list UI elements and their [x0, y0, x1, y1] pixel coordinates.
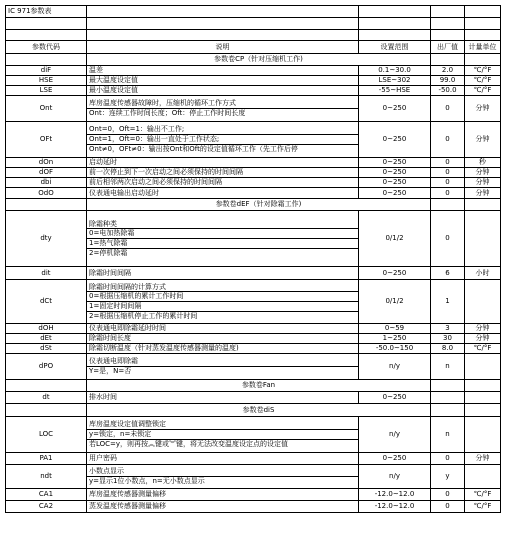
header-range: 设置范围 — [359, 41, 431, 54]
param-unit: 分钟 — [465, 96, 501, 122]
param-default: 0 — [431, 501, 465, 513]
param-range: 0~250 — [359, 168, 431, 178]
param-code: dEt — [6, 334, 87, 344]
param-unit: 小时 — [465, 267, 501, 280]
param-description — [87, 324, 359, 334]
param-unit — [465, 417, 501, 453]
param-code: dSt — [6, 344, 87, 354]
param-row — [6, 188, 501, 199]
param-description — [87, 178, 359, 188]
param-code: dit — [6, 267, 87, 280]
description-line: 除霜时间长度 — [89, 334, 131, 343]
description-line: 库房温度传感器测量偏移 — [89, 490, 166, 499]
param-description — [87, 417, 359, 453]
param-row — [6, 501, 501, 513]
param-code: dt — [6, 392, 87, 404]
param-unit — [465, 392, 501, 404]
param-range: n/y — [359, 465, 431, 489]
param-row — [6, 334, 501, 344]
param-description — [87, 280, 359, 324]
param-row — [6, 392, 501, 404]
param-row — [6, 76, 501, 86]
description-line: Ont=0，Oft=1：输出不工作; — [87, 125, 358, 135]
param-row — [6, 280, 501, 324]
blank-row — [6, 30, 501, 41]
description-line: 仪表通电即除霜 — [87, 357, 358, 367]
header-description: 说明 — [87, 41, 359, 54]
param-unit: ℃/°F — [465, 86, 501, 96]
description-line: 前一次停止到下一次启动之间必须保持的时间间隔 — [89, 168, 243, 177]
param-code: Ont — [6, 96, 87, 122]
param-description — [87, 122, 359, 158]
param-default: -50.0 — [431, 86, 465, 96]
param-description — [87, 76, 359, 86]
param-range: n/y — [359, 417, 431, 453]
param-default: y — [431, 465, 465, 489]
description-line: Ont：连续工作时间长度；Oft：停止工作时间长度 — [89, 109, 246, 117]
param-range: 1~250 — [359, 334, 431, 344]
param-unit: 分钟 — [465, 453, 501, 465]
param-unit: ℃/°F — [465, 76, 501, 86]
description-line: 小数点显示 — [87, 467, 358, 477]
param-unit: 秒 — [465, 158, 501, 168]
description-line: 除霜种类 — [87, 220, 358, 230]
param-row — [6, 453, 501, 465]
param-default: 0 — [431, 188, 465, 199]
param-description — [87, 66, 359, 76]
param-unit: 分钟 — [465, 178, 501, 188]
param-code: dOH — [6, 324, 87, 334]
param-code: CA2 — [6, 501, 87, 513]
param-range: 0/1/2 — [359, 280, 431, 324]
title-row — [6, 6, 501, 18]
description-line: 排水时间 — [89, 393, 117, 402]
section-row — [6, 199, 501, 211]
param-unit — [465, 465, 501, 489]
param-unit: ℃/°F — [465, 501, 501, 513]
param-description — [87, 453, 359, 465]
param-description — [87, 168, 359, 178]
description-line: 最小温度设定值 — [89, 86, 138, 95]
header-unit: 计量单位 — [465, 41, 501, 54]
param-range: -12.0~12.0 — [359, 489, 431, 501]
param-row — [6, 267, 501, 280]
param-row — [6, 324, 501, 334]
param-row — [6, 168, 501, 178]
param-default: 0 — [431, 158, 465, 168]
description-line: 用户密码 — [89, 454, 117, 463]
param-default: 0 — [431, 453, 465, 465]
param-default: 0 — [431, 178, 465, 188]
param-description — [87, 188, 359, 199]
param-row — [6, 211, 501, 267]
param-default: 30 — [431, 334, 465, 344]
param-description — [87, 344, 359, 354]
param-row — [6, 344, 501, 354]
param-code: LSE — [6, 86, 87, 96]
param-range: -12.0~12.0 — [359, 501, 431, 513]
header-code: 参数代码 — [6, 41, 87, 54]
description-line: 仪表通电即除霜延时时间 — [89, 324, 166, 333]
description-line: 前后相邻两次启动之间必须保持的时间间隔 — [89, 178, 222, 187]
section-row — [6, 54, 501, 66]
param-default: 0 — [431, 96, 465, 122]
description-line: Ont=1，Oft=0：输出一直处于工作状态; — [87, 135, 358, 145]
param-code: CA1 — [6, 489, 87, 501]
param-code: LOC — [6, 417, 87, 453]
param-description — [87, 211, 359, 267]
param-code: ndt — [6, 465, 87, 489]
param-default: 2.0 — [431, 66, 465, 76]
param-code: HSE — [6, 76, 87, 86]
param-range: 0~250 — [359, 96, 431, 122]
param-code: dty — [6, 211, 87, 267]
param-code: dOF — [6, 168, 87, 178]
description-line: 除霜时间间隔 — [89, 268, 131, 277]
section-title: 参数卷Fan — [87, 380, 431, 392]
description-line: 库房温度设定值调整锁定 — [87, 420, 358, 430]
description-line: 0=电加热除霜 — [87, 229, 358, 239]
blank-row — [6, 18, 501, 30]
table-title: IC 971参数表 — [6, 6, 87, 18]
description-line: 0=根据压缩机的累计工作时间 — [87, 292, 358, 302]
param-row — [6, 66, 501, 76]
param-range: -50.0~150 — [359, 344, 431, 354]
param-range: 0~250 — [359, 122, 431, 158]
param-unit: 分钟 — [465, 122, 501, 158]
param-unit — [465, 354, 501, 380]
param-range: 0~250 — [359, 178, 431, 188]
param-row — [6, 158, 501, 168]
param-range: -55~HSE — [359, 86, 431, 96]
param-code: OdO — [6, 188, 87, 199]
param-default: 0 — [431, 489, 465, 501]
param-unit — [465, 280, 501, 324]
param-range: 0~59 — [359, 324, 431, 334]
description-line: 除霜时间间隔的计算方式 — [87, 283, 358, 293]
param-description — [87, 354, 359, 380]
description-line: 库房温度传感器故障时，压缩机的循环工作方式 — [87, 99, 358, 109]
description-line: Y=是，N=否 — [89, 367, 132, 375]
param-range: 0~250 — [359, 158, 431, 168]
param-row — [6, 465, 501, 489]
param-description — [87, 392, 359, 404]
description-line: 1=固定时间间隔 — [87, 302, 358, 312]
param-range: 0/1/2 — [359, 211, 431, 267]
param-description — [87, 86, 359, 96]
param-default: 0 — [431, 168, 465, 178]
description-line: 2=停机除霜 — [89, 248, 128, 257]
description-line: y=锁定，n=未锁定 — [87, 430, 358, 440]
param-range: 0~250 — [359, 392, 431, 404]
param-description — [87, 334, 359, 344]
param-row — [6, 417, 501, 453]
param-code: dCt — [6, 280, 87, 324]
param-default: 0 — [431, 122, 465, 158]
parameter-table — [5, 5, 501, 513]
param-unit: 分钟 — [465, 334, 501, 344]
param-row — [6, 178, 501, 188]
description-line: Ont≠0，OFt≠0：输出按Ont和Oft的设定值循环工作（先工作后停 — [89, 144, 298, 153]
description-line: 1=热气除霜 — [87, 239, 358, 249]
section-title: 参数卷CP（针对压缩机工作) — [87, 54, 431, 66]
param-range: 0~250 — [359, 188, 431, 199]
param-description — [87, 96, 359, 122]
description-line: 除霜切断温度（针对蒸发温度传感器测量的温度) — [89, 344, 239, 353]
param-default: 8.0 — [431, 344, 465, 354]
description-line: 启动延时 — [89, 158, 117, 167]
param-code: dbi — [6, 178, 87, 188]
param-description — [87, 267, 359, 280]
param-unit: ℃/°F — [465, 344, 501, 354]
param-default: 6 — [431, 267, 465, 280]
param-unit: 分钟 — [465, 168, 501, 178]
param-row — [6, 96, 501, 122]
section-row — [6, 404, 501, 417]
param-range: 0~250 — [359, 453, 431, 465]
param-default: 99.0 — [431, 76, 465, 86]
param-default: 0 — [431, 211, 465, 267]
param-code: dPO — [6, 354, 87, 380]
param-default: n — [431, 417, 465, 453]
section-row — [6, 380, 501, 392]
section-title: 参数卷diS — [87, 404, 431, 417]
param-code: PA1 — [6, 453, 87, 465]
param-row — [6, 86, 501, 96]
description-line: 仪表通电输出启动延时 — [89, 188, 159, 197]
param-range: n/y — [359, 354, 431, 380]
param-row — [6, 354, 501, 380]
param-default — [431, 392, 465, 404]
param-description — [87, 489, 359, 501]
description-line: 温差 — [89, 66, 103, 75]
param-unit: ℃/°F — [465, 66, 501, 76]
param-default: n — [431, 354, 465, 380]
param-unit: 分钟 — [465, 324, 501, 334]
description-line: 最大温度设定值 — [89, 76, 138, 85]
description-line: 蒸发温度传感器测量偏移 — [89, 502, 166, 511]
param-unit — [465, 211, 501, 267]
param-range: LSE~302 — [359, 76, 431, 86]
param-unit: 分钟 — [465, 188, 501, 199]
param-code: OFt — [6, 122, 87, 158]
param-default: 3 — [431, 324, 465, 334]
param-row — [6, 489, 501, 501]
section-title: 参数卷dEF（针对除霜工作) — [87, 199, 431, 211]
param-range: 0~250 — [359, 267, 431, 280]
param-description — [87, 501, 359, 513]
param-row — [6, 122, 501, 158]
param-description — [87, 465, 359, 489]
header-row — [6, 41, 501, 54]
param-range: 0.1~30.0 — [359, 66, 431, 76]
description-line: 若LOC=y，则再按︽键或︾键，将无法改变温度设定点的设定值 — [89, 439, 289, 448]
param-code: dOn — [6, 158, 87, 168]
param-code: diF — [6, 66, 87, 76]
description-line: 2=根据压缩机停止工作的累计时间 — [89, 311, 198, 320]
header-default: 出厂值 — [431, 41, 465, 54]
param-unit: ℃/°F — [465, 489, 501, 501]
param-default: 1 — [431, 280, 465, 324]
description-line: y=显示1位小数点，n=无小数点显示 — [89, 477, 205, 485]
param-description — [87, 158, 359, 168]
